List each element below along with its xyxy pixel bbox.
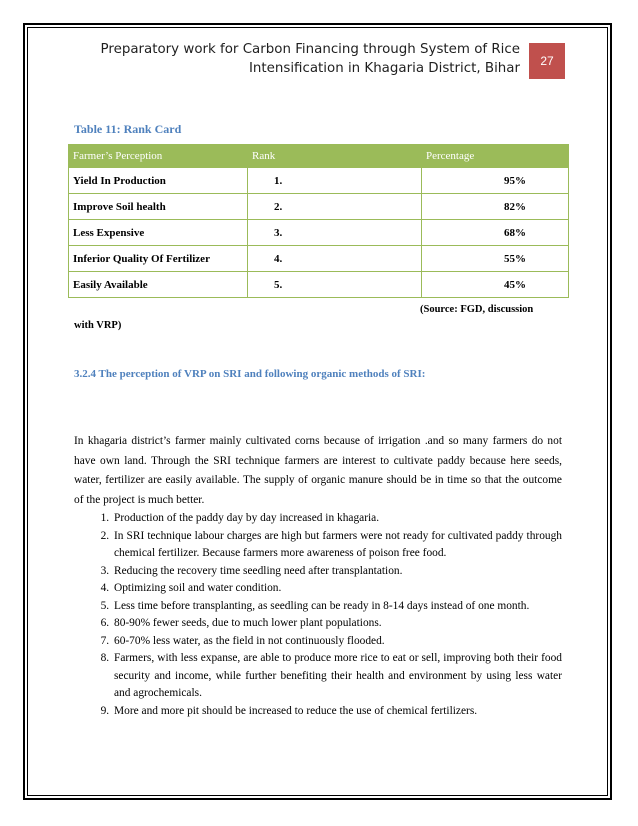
column-header-perception: Farmer’s Perception bbox=[69, 145, 248, 168]
cell-rank: 1. bbox=[248, 168, 422, 194]
page-number-badge bbox=[529, 43, 565, 79]
cell-perception: Easily Available bbox=[69, 272, 248, 298]
table-caption: Table 11: Rank Card bbox=[74, 122, 182, 136]
cell-percentage: 55% bbox=[422, 246, 569, 272]
cell-rank: 4. bbox=[248, 246, 422, 272]
list-item: 7. 60-70% less water, as the field in not continuously flooded. bbox=[112, 633, 562, 651]
cell-perception: Yield In Production bbox=[69, 168, 248, 194]
cell-rank: 3. bbox=[248, 220, 422, 246]
header-title-line-2: Intensification in Khagaria District, Bihar bbox=[248, 61, 520, 76]
list-item: 4. Optimizing soil and water condition. bbox=[112, 580, 562, 598]
header-title-line-1: Preparatory work for Carbon Financing through System of Rice bbox=[100, 42, 520, 57]
table-row bbox=[69, 246, 569, 272]
list-item: 2. In SRI technique labour charges are high but farmers were not ready for cultivated paddy through chemical fertilizer. Because farmers more awareness of poison free food. bbox=[112, 528, 562, 563]
cell-percentage: 82% bbox=[422, 194, 569, 220]
column-header-percentage: Percentage bbox=[422, 145, 569, 168]
table-row bbox=[69, 220, 569, 246]
cell-percentage: 95% bbox=[422, 168, 569, 194]
body-paragraph: In khagaria district’s farmer mainly cultivated corns because of irrigation .and so many farmers do not have own land. Through the SRI technique farmers are interest to cultivate paddy because here seeds, water, fertilizer are easily available. The supply of organic manure should be in time so that the outcome of the project is much better. bbox=[74, 435, 562, 506]
list-item: 3. Reducing the recovery time seedling need after transplantation. bbox=[112, 563, 562, 581]
cell-percentage: 68% bbox=[422, 220, 569, 246]
table-row bbox=[69, 194, 569, 220]
cell-perception: Improve Soil health bbox=[69, 194, 248, 220]
table-source-line-2: with VRP) bbox=[74, 320, 122, 331]
column-header-rank: Rank bbox=[248, 145, 422, 168]
running-header bbox=[80, 40, 520, 78]
cell-perception: Inferior Quality Of Fertilizer bbox=[69, 246, 248, 272]
table-header-row bbox=[69, 145, 569, 168]
numbered-list bbox=[74, 510, 562, 720]
table-row bbox=[69, 272, 569, 298]
cell-rank: 2. bbox=[248, 194, 422, 220]
cell-percentage: 45% bbox=[422, 272, 569, 298]
list-item: 1. Production of the paddy day by day increased in khagaria. bbox=[112, 510, 562, 528]
list-item: 5. Less time before transplanting, as seedling can be ready in 8-14 days instead of one month. bbox=[112, 598, 562, 616]
cell-perception: Less Expensive bbox=[69, 220, 248, 246]
table-row bbox=[69, 168, 569, 194]
list-item: 9. More and more pit should be increased to reduce the use of chemical fertilizers. bbox=[112, 703, 562, 721]
list-item: 6. 80-90% fewer seeds, due to much lower plant populations. bbox=[112, 615, 562, 633]
rank-card-table bbox=[68, 144, 569, 298]
table-source-line-1: (Source: FGD, discussion bbox=[420, 304, 534, 315]
section-heading: 3.2.4 The perception of VRP on SRI and following organic methods of SRI: bbox=[74, 368, 426, 380]
cell-rank: 5. bbox=[248, 272, 422, 298]
page-number: 27 bbox=[540, 54, 554, 68]
list-item: 8. Farmers, with less expanse, are able to produce more rice to eat or sell, improving both their food security and income, while further benefiting their health and environment by using less water and agrochemicals. bbox=[112, 650, 562, 703]
